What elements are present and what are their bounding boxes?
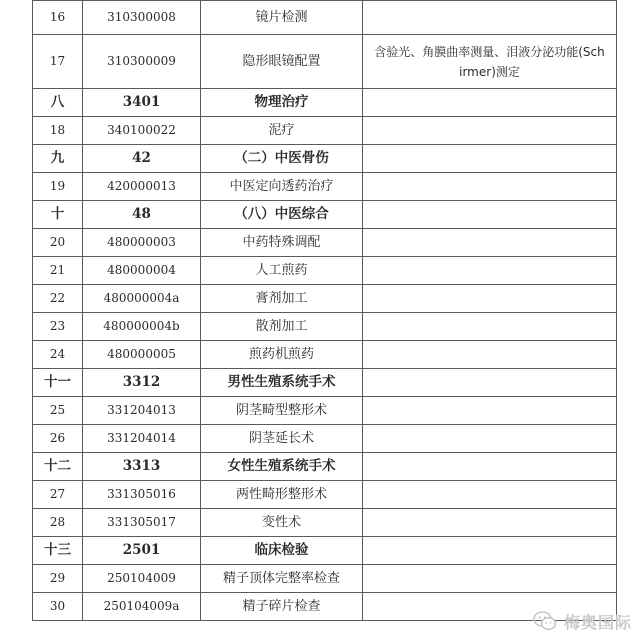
- table-row: [33, 35, 617, 89]
- wechat-icon: [532, 608, 558, 634]
- cell-item-code: 331305016: [83, 481, 201, 509]
- cell-note: [363, 201, 617, 229]
- cell-seq-no: 26: [33, 425, 83, 453]
- cell-item-name: 两性畸形整形术: [201, 481, 363, 509]
- cell-seq-no: 20: [33, 229, 83, 257]
- cell-note: [363, 89, 617, 117]
- section-row: [33, 369, 617, 397]
- cell-seq-no: 21: [33, 257, 83, 285]
- cell-seq-no: 九: [33, 145, 83, 173]
- cell-seq-no: 27: [33, 481, 83, 509]
- cell-note: [363, 425, 617, 453]
- cell-note: [363, 229, 617, 257]
- section-row: [33, 201, 617, 229]
- cell-seq-no: 十: [33, 201, 83, 229]
- cell-seq-no: 19: [33, 173, 83, 201]
- cell-item-code: 331305017: [83, 509, 201, 537]
- cell-note: [363, 481, 617, 509]
- cell-item-code: 420000013: [83, 173, 201, 201]
- table-row: [33, 593, 617, 621]
- cell-item-code: 310300008: [83, 1, 201, 35]
- section-row: [33, 145, 617, 173]
- cell-item-code: 2501: [83, 537, 201, 565]
- section-row: [33, 453, 617, 481]
- cell-note: [363, 369, 617, 397]
- cell-item-name: 物理治疗: [201, 89, 363, 117]
- cell-item-code: 480000005: [83, 341, 201, 369]
- table-row: [33, 481, 617, 509]
- watermark-text: 梅奥国际: [563, 612, 632, 632]
- fee-item-table: [32, 0, 617, 621]
- cell-item-code: 480000004a: [83, 285, 201, 313]
- cell-item-code: 250104009a: [83, 593, 201, 621]
- cell-item-code: 480000004: [83, 257, 201, 285]
- cell-seq-no: 18: [33, 117, 83, 145]
- cell-seq-no: 30: [33, 593, 83, 621]
- cell-note: 含验光、角膜曲率测量、泪液分泌功能(Sch irmer)测定: [363, 35, 617, 89]
- cell-seq-no: 八: [33, 89, 83, 117]
- cell-item-name: 阴茎畸型整形术: [201, 397, 363, 425]
- cell-item-name: 女性生殖系统手术: [201, 453, 363, 481]
- cell-item-name: 人工煎药: [201, 257, 363, 285]
- table-row: [33, 117, 617, 145]
- cell-seq-no: 25: [33, 397, 83, 425]
- cell-note: [363, 313, 617, 341]
- cell-item-name: （八）中医综合: [201, 201, 363, 229]
- table-row: [33, 257, 617, 285]
- cell-item-name: 中医定向透药治疗: [201, 173, 363, 201]
- cell-item-name: 临床检验: [201, 537, 363, 565]
- cell-seq-no: 16: [33, 1, 83, 35]
- cell-note: [363, 1, 617, 35]
- cell-note: [363, 397, 617, 425]
- cell-item-name: 膏剂加工: [201, 285, 363, 313]
- cell-item-name: （二）中医骨伤: [201, 145, 363, 173]
- cell-item-name: 变性术: [201, 509, 363, 537]
- cell-note: [363, 537, 617, 565]
- cell-note: [363, 341, 617, 369]
- cell-item-code: 331204014: [83, 425, 201, 453]
- cell-item-name: 煎药机煎药: [201, 341, 363, 369]
- cell-note: [363, 145, 617, 173]
- cell-note: [363, 173, 617, 201]
- table-row: [33, 397, 617, 425]
- table-row: [33, 425, 617, 453]
- cell-note: [363, 257, 617, 285]
- cell-item-name: 阴茎延长术: [201, 425, 363, 453]
- cell-item-code: 3401: [83, 89, 201, 117]
- cell-item-code: 331204013: [83, 397, 201, 425]
- cell-item-name: 镜片检测: [201, 1, 363, 35]
- cell-item-name: 隐形眼镜配置: [201, 35, 363, 89]
- table-row: [33, 285, 617, 313]
- section-row: [33, 537, 617, 565]
- table-row: [33, 565, 617, 593]
- table-row: [33, 509, 617, 537]
- cell-item-code: 3312: [83, 369, 201, 397]
- cell-item-code: 3313: [83, 453, 201, 481]
- cell-seq-no: 十一: [33, 369, 83, 397]
- cell-seq-no: 十二: [33, 453, 83, 481]
- cell-item-name: 泥疗: [201, 117, 363, 145]
- cell-item-code: 340100022: [83, 117, 201, 145]
- cell-item-code: 42: [83, 145, 201, 173]
- table-row: [33, 341, 617, 369]
- cell-item-name: 精子碎片检查: [201, 593, 363, 621]
- cell-item-name: 精子顶体完整率检查: [201, 565, 363, 593]
- cell-note: [363, 509, 617, 537]
- cell-item-name: 男性生殖系统手术: [201, 369, 363, 397]
- table-row: [33, 313, 617, 341]
- cell-item-code: 480000003: [83, 229, 201, 257]
- cell-item-code: 310300009: [83, 35, 201, 89]
- cell-seq-no: 22: [33, 285, 83, 313]
- cell-note: [363, 453, 617, 481]
- cell-item-code: 480000004b: [83, 313, 201, 341]
- cell-item-name: 散剂加工: [201, 313, 363, 341]
- cell-seq-no: 28: [33, 509, 83, 537]
- cell-seq-no: 23: [33, 313, 83, 341]
- cell-seq-no: 29: [33, 565, 83, 593]
- section-row: [33, 89, 617, 117]
- cell-note: [363, 117, 617, 145]
- cell-item-name: 中药特殊调配: [201, 229, 363, 257]
- cell-item-code: 48: [83, 201, 201, 229]
- watermark: [532, 607, 632, 635]
- cell-item-code: 250104009: [83, 565, 201, 593]
- table-body: [33, 1, 617, 621]
- cell-seq-no: 十三: [33, 537, 83, 565]
- cell-seq-no: 24: [33, 341, 83, 369]
- table-row: [33, 1, 617, 35]
- table-row: [33, 173, 617, 201]
- cell-note: [363, 565, 617, 593]
- cell-seq-no: 17: [33, 35, 83, 89]
- cell-note: [363, 285, 617, 313]
- table-row: [33, 229, 617, 257]
